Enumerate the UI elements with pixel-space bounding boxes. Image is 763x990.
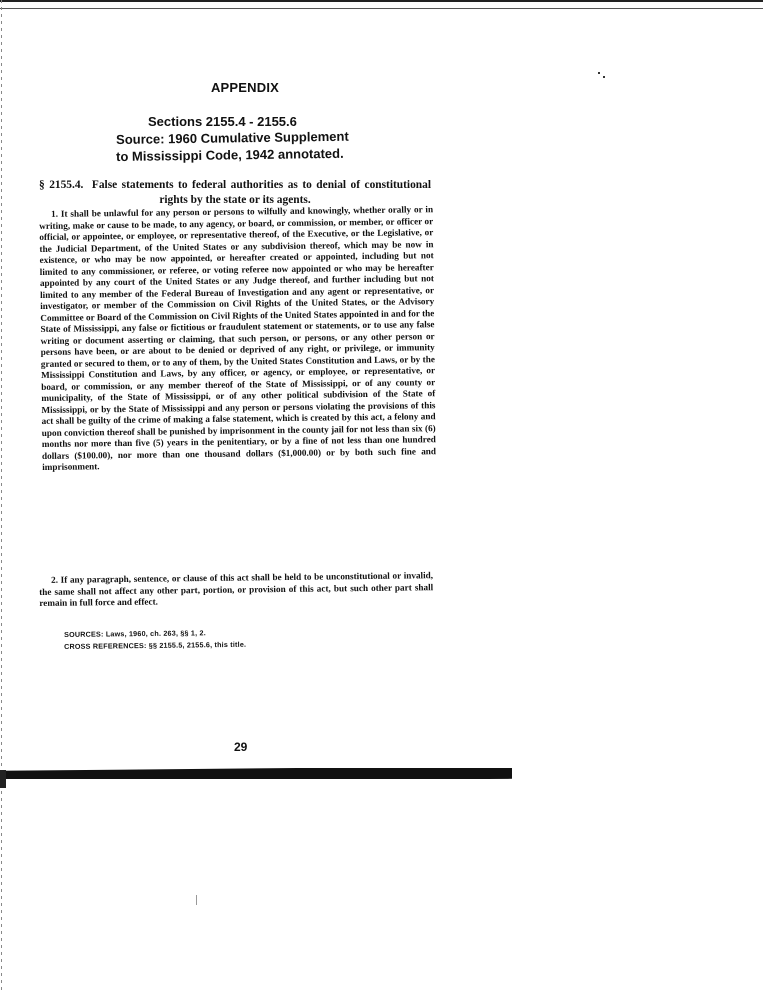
section-number: § 2155.4. — [39, 179, 84, 191]
scan-speck — [598, 72, 600, 74]
section-heading — [39, 178, 431, 208]
paragraph-1: 1. It shall be unlawful for any person or persons to wilfully and knowingly, whether orally or in writing, make or cause to be made, to any agency, or board, or commission, or member, or officer or official, or appointee, or employee, or representative thereof, of the Executive, or the Legislative, or the Judicial Department, of the United States or any subdivision thereof, which may be now in existence, or who may be now appointed, or hereafter created or appointed, including but not limited to any commissioner, or referee, or voting referee now appointed or who may be hereafter appointed by any court of the United States or any Judge thereof, and further including but not limited to any member of the Federal Bureau of Investigation and any agent or representative, or investigator, or member of the Commission on Civil Rights of the United States, or the Advisory Committee or Board of the Commission on Civil Rights of the United States appointed in and for the State of Mississippi, any false or fictitious or fraudulent statement or statements, or to use any false writing or document asserting or claiming, that such person, or persons, or any other person or persons have been, or are about to be denied or deprived of any right, or privilege, or immunity granted or secured to them, or to any of them, by the United States Constitution and Laws, or by the Mississippi Constitution and Laws, by any officer, or agency, or employee, or representative, or board, or commission, or any member thereof of the State of Mississippi, or of any county or municipality, of the State of Mississippi, or of any other political subdivision of the State of Mississippi, or by the State of Mississippi and any person or persons violating the provisions of this act shall be guilty of the crime of making a false statement, which is created by this act, a felony and upon conviction thereof shall be punished by imprisonment in the county jail for not less than six (6) months nor more than five (5) years in the penitentiary, or by a fine of not less than one hundred dollars ($100.00), nor more than one thousand dollars ($1,000.00) or by both such fine and imprisonment. — [39, 204, 437, 472]
bottom-rule-tail — [0, 770, 6, 788]
source-line-1: Source: 1960 Cumulative Supplement — [116, 128, 349, 147]
top-scan-rule — [0, 0, 763, 9]
source-line-2: to Mississippi Code, 1942 annotated. — [116, 145, 344, 164]
page-number: 29 — [234, 740, 248, 754]
paragraph-2: 2. If any paragraph, sentence, or clause of this act shall be held to be unconstitutional or invalid, the same shall not affect any other part, portion, or provision of this act, but such other part shall remain in full force and effect. — [39, 570, 434, 608]
scan-mark — [196, 895, 197, 905]
sections-range: Sections 2155.4 - 2155.6 — [148, 114, 297, 129]
section-title-text: False statements to federal authorities as to denial of constitutional rights by the state or its agents. — [91, 179, 431, 206]
scan-speck — [603, 76, 605, 78]
left-scan-edge — [1, 0, 2, 990]
appendix-title: APPENDIX — [210, 80, 280, 95]
bottom-scan-rule — [0, 766, 512, 782]
sources-line: SOURCES: Laws, 1960, ch. 263, §§ 1, 2. — [64, 628, 206, 639]
cross-references-line: CROSS REFERENCES: §§ 2155.5, 2155.6, this title. — [64, 639, 247, 651]
